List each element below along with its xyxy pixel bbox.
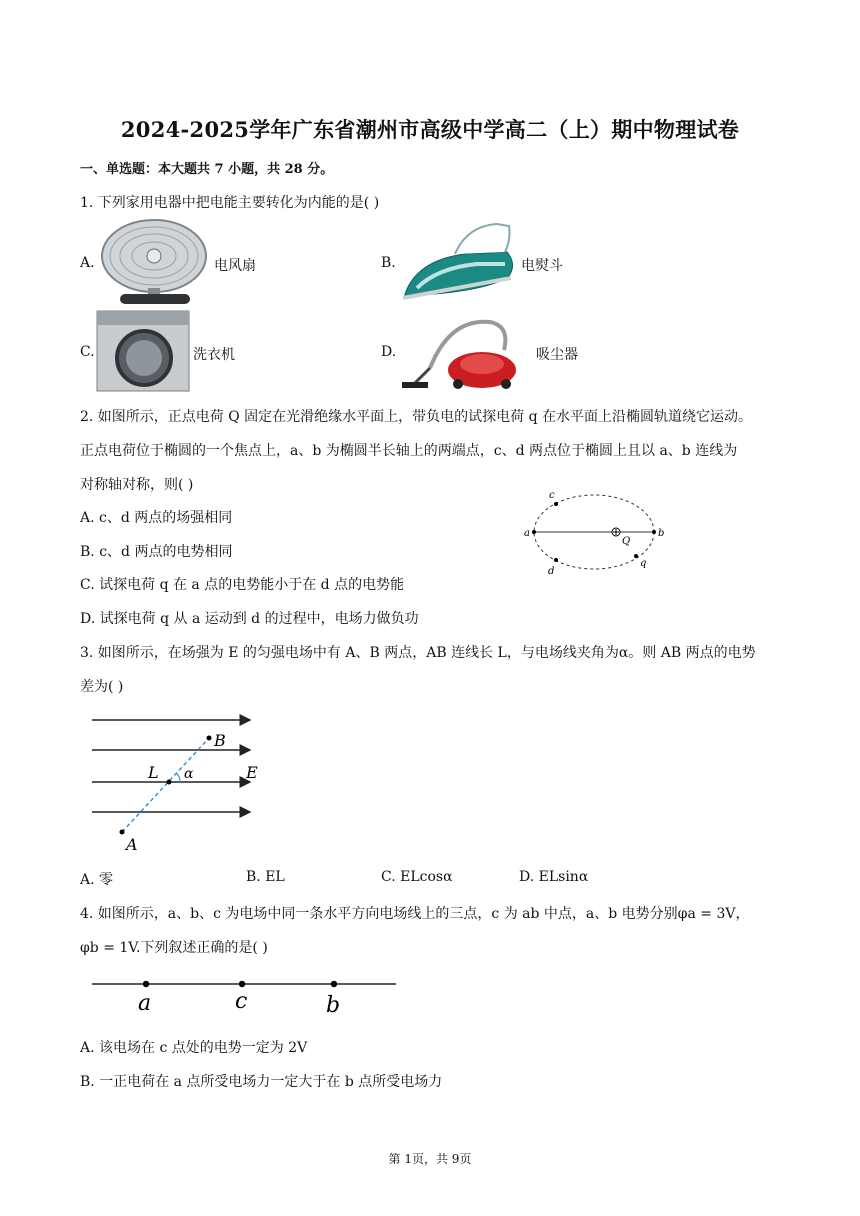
q1-option-b-letter: B. [381,255,396,271]
electric-iron-image [397,216,519,302]
field-line-figure [90,972,400,1022]
fig3-label-alpha: α [184,766,194,782]
fig4-label-b: b [326,993,341,1018]
q3-option-c: C. ELcosα [381,869,453,885]
q2-stem-line2: 正点电荷位于椭圆的一个焦点上，a、b 为椭圆半长轴上的两端点，c、d 两点位于椭圆上且以 a、b 连线为 [80,443,738,459]
q2-option-d: D. 试探电荷 q 从 a 运动到 d 的过程中，电场力做负功 [80,611,419,627]
fig4-label-c: c [235,989,248,1014]
q2-option-b: B. c、d 两点的电势相同 [80,544,233,560]
page-footer: 第 1页，共 9页 [388,1152,472,1166]
ellipse-orbit-figure [518,484,666,580]
q1-option-a-label: 电风扇 [214,258,256,274]
fig3-label-E: E [246,763,258,782]
q2-option-c: C. 试探电荷 q 在 a 点的电势能小于在 d 点的电势能 [80,577,405,593]
washing-machine-image [96,310,190,392]
q1-stem: 1. 下列家用电器中把电能主要转化为内能的是( ) [80,195,380,211]
q4-stem-line1: 4. 如图所示，a、b、c 为电场中同一条水平方向电场线上的三点，c 为 ab 中点，a、b 电势分别φa = 3V， [80,906,750,922]
q1-option-c-label: 洗衣机 [193,347,235,363]
fig3-label-L: L [148,763,159,782]
fig2-label-b: b [658,528,665,539]
fig3-label-B: B [214,731,226,750]
q2-option-a: A. c、d 两点的场强相同 [80,510,233,526]
q3-option-b: B. EL [246,869,285,885]
q1-option-d-letter: D. [381,344,397,360]
q4-option-a: A. 该电场在 c 点处的电势一定为 2V [80,1040,308,1056]
section-heading: 一、单选题：本大题共 7 小题，共 28 分。 [80,162,334,177]
uniform-field-figure [88,710,273,856]
q4-stem-line2: φb = 1V.下列叙述正确的是( ) [80,940,268,956]
q1-option-c-letter: C. [80,344,95,360]
fig2-label-Q: Q [622,536,631,547]
fig2-label-q: q [640,558,647,569]
fig2-label-a: a [524,528,530,539]
q4-option-b: B. 一正电荷在 a 点所受电场力一定大于在 b 点所受电场力 [80,1074,443,1090]
vacuum-cleaner-image [400,314,524,390]
fig2-label-d: d [548,566,555,577]
q1-option-b-label: 电熨斗 [521,258,563,274]
page-title: 2024-2025学年广东省潮州市高级中学高二（上）期中物理试卷 [120,117,740,142]
q3-stem-line2: 差为( ) [80,679,124,695]
q3-stem-line1: 3. 如图所示，在场强为 E 的匀强电场中有 A、B 两点，AB 连线长 L，与电场线夹角为α。则 AB 两点的电势 [80,645,756,661]
q3-option-d: D. ELsinα [519,869,589,885]
fig4-label-a: a [138,991,152,1016]
q1-option-a-letter: A. [80,255,95,271]
fig2-label-c: c [549,490,555,501]
q2-stem-line3: 对称轴对称，则( ) [80,477,194,493]
q2-stem-line1: 2. 如图所示，正点电荷 Q 固定在光滑绝缘水平面上，带负电的试探电荷 q 在水平面上沿椭圆轨道绕它运动。 [80,409,753,425]
q1-option-d-label: 吸尘器 [536,347,578,363]
electric-fan-image [96,218,212,306]
q3-option-a: A. 零 [80,872,114,888]
fig3-label-A: A [126,835,138,854]
